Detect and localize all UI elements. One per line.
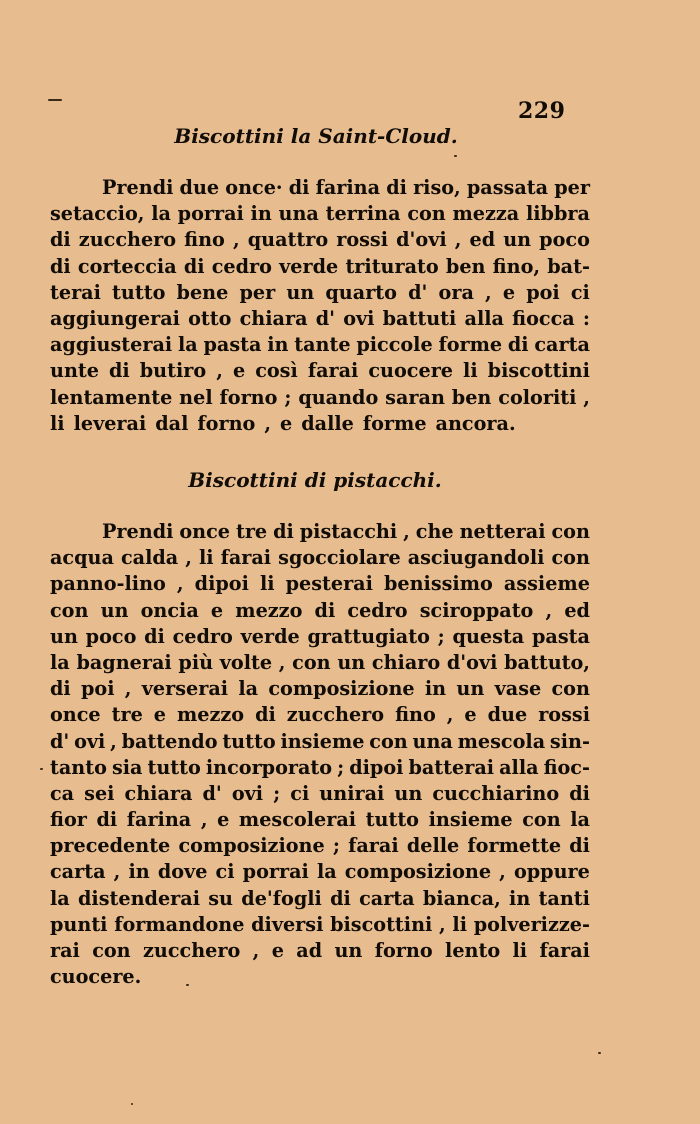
text-line: d' ovi , battendo tutto insieme con una mescola sin- (50, 729, 590, 753)
text-line: punti formandone diversi biscottini , li polverizze- (50, 912, 590, 936)
text-line: lentamente nel forno ; quando saran ben coloriti , (50, 385, 590, 409)
text-line: unte di butiro , e così farai cuocere li biscottini (50, 359, 590, 383)
text-line: terai tutto bene per un quarto d' ora , e poi ci (50, 280, 590, 304)
scan-mark (454, 155, 457, 157)
text-line: un poco di cedro verde grattugiato ; questa pasta (50, 624, 590, 648)
recipe-body-saint-cloud (50, 175, 590, 437)
scan-mark (131, 1103, 133, 1105)
text-line: acqua calda , li farai sgocciolare asciugandoli con (50, 546, 590, 570)
text-line: panno-lino , dipoi li pesterai benissimo assieme (50, 572, 590, 596)
recipe-title-saint-cloud: Biscottini la Saint-Cloud. (174, 124, 458, 148)
scan-mark (186, 984, 189, 986)
text-line: carta , in dove ci porrai la composizione , oppure (50, 860, 590, 884)
scan-mark (40, 768, 43, 770)
text-line: Prendi once tre di pistacchi , che netterai con (102, 520, 590, 543)
recipe-title-pistacchi: Biscottini di pistacchi. (188, 468, 442, 492)
recipe-body-pistacchi (50, 519, 590, 990)
scan-mark (598, 1052, 601, 1054)
text-line: con un oncia e mezzo di cedro sciroppato , ed (50, 598, 590, 622)
text-line: cuocere. (50, 965, 142, 989)
text-line: aggiusterai la pasta in tante piccole forme di carta (50, 333, 590, 357)
text-line: once tre e mezzo di zucchero fino , e due rossi (50, 703, 590, 727)
page-number: 229 (518, 98, 566, 124)
text-line: di corteccia di cedro verde triturato ben fino, bat- (50, 254, 590, 278)
text-line: di zucchero fino , quattro rossi d'ovi , ed un poco (50, 228, 590, 252)
text-line: di poi , verserai la composizione in un vase con (50, 677, 590, 701)
text-line: fior di farina , e mescolerai tutto insieme con la (50, 808, 590, 832)
text-line: aggiungerai otto chiara d' ovi battuti alla fiocca : (50, 306, 590, 330)
text-line: precedente composizione ; farai delle formette di (50, 834, 590, 858)
text-line: li leverai dal forno , e dalle forme ancora. (50, 411, 516, 435)
text-line: setaccio, la porrai in una terrina con mezza libbra (50, 202, 590, 226)
text-line: Prendi due once· di farina di riso, passata per (102, 176, 590, 199)
text-line: rai con zucchero , e ad un forno lento li farai (50, 939, 590, 962)
text-line: ca sei chiara d' ovi ; ci unirai un cucchiarino di (50, 781, 590, 805)
text-line: la bagnerai più volte , con un chiaro d'ovi battuto, (50, 650, 590, 674)
text-line: la distenderai su de'fogli di carta bianca, in tanti (50, 886, 590, 910)
scan-mark (48, 99, 62, 101)
text-line: tanto sia tutto incorporato ; dipoi batterai alla fioc- (50, 755, 590, 779)
